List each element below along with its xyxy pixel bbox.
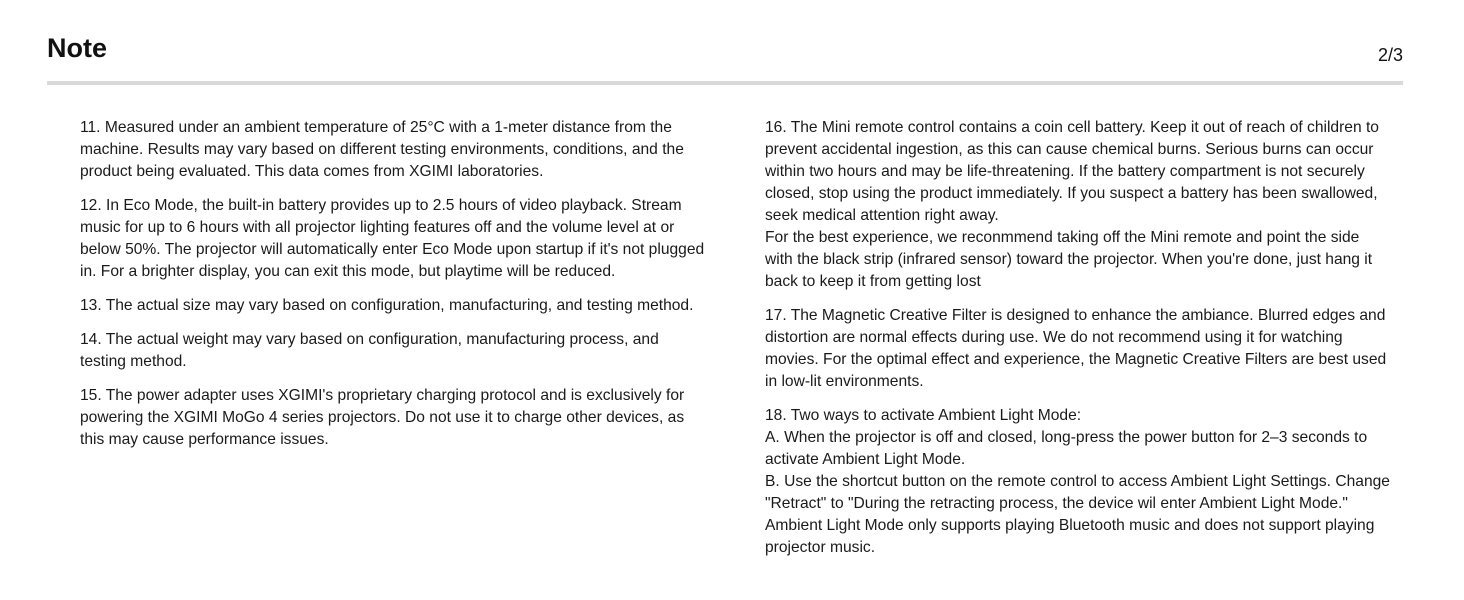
note-paragraph: 11. Measured under an ambient temperature of 25°C with a 1-meter distance from the machine. Results may vary based on different testing environments, conditions, and the product being evaluated. This data comes from XGIMI laboratories. <box>80 119 684 180</box>
left-notes-column <box>80 117 705 463</box>
page-header <box>47 28 1403 84</box>
note-14 <box>80 329 705 373</box>
page-indicator: 2/3 <box>1377 45 1403 65</box>
note-17 <box>765 305 1390 393</box>
note-16 <box>765 117 1390 293</box>
note-paragraph: For the best experience, we reconmmend taking off the Mini remote and point the side with the black strip (infrared sensor) toward the projector. When you're done, just hang it back to keep it from getting lost <box>765 229 1373 290</box>
note-15 <box>80 385 705 451</box>
note-paragraph: A. When the projector is off and closed, long-press the power button for 2–3 seconds to activate Ambient Light Mode. <box>765 429 1368 468</box>
note-18 <box>765 405 1390 559</box>
note-12 <box>80 195 705 283</box>
note-paragraph: 14. The actual weight may vary based on configuration, manufacturing process, and testing method. <box>80 331 659 370</box>
note-11 <box>80 117 705 183</box>
note-paragraph: 17. The Magnetic Creative Filter is designed to enhance the ambiance. Blurred edges and distortion are normal effects during use. We do not recommend using it for watching movies. For the optimal effect and experience, the Magnetic Creative Filters are best used in low-lit environments. <box>765 307 1387 390</box>
right-notes-column <box>765 117 1390 571</box>
note-paragraph: 15. The power adapter uses XGIMI's proprietary charging protocol and is exclusively for powering the XGIMI MoGo 4 series projectors. Do not use it to charge other devices, as this may cause performance issues. <box>80 387 685 448</box>
note-13 <box>80 295 705 317</box>
note-paragraph: 13. The actual size may vary based on configuration, manufacturing, and testing method. <box>80 297 694 314</box>
note-paragraph: B. Use the shortcut button on the remote control to access Ambient Light Settings. Change "Retract" to "During the retracting process, the device wil enter Ambient Light Mode." Ambient Light Mode only supports playing Bluetooth music and does not support playing projector music. <box>765 473 1390 556</box>
note-paragraph: 12. In Eco Mode, the built-in battery provides up to 2.5 hours of video playback. Stream music for up to 6 hours with all projector lighting features off and the volume level at or below 50%. The projector will automatically enter Eco Mode upon startup if it's not plugged in. For a brighter display, you can exit this mode, but playtime will be reduced. <box>80 197 705 280</box>
header-divider <box>47 81 1403 85</box>
note-paragraph: 18. Two ways to activate Ambient Light Mode: <box>765 407 1082 424</box>
note-paragraph: 16. The Mini remote control contains a coin cell battery. Keep it out of reach of children to prevent accidental ingestion, as this can cause chemical burns. Serious burns can occur within two hours and may be life-threatening. If the battery compartment is not securely closed, stop using the product immediately. If you suspect a battery has been swallowed, seek medical attention right away. <box>765 119 1379 224</box>
page-title: Note <box>47 33 107 63</box>
